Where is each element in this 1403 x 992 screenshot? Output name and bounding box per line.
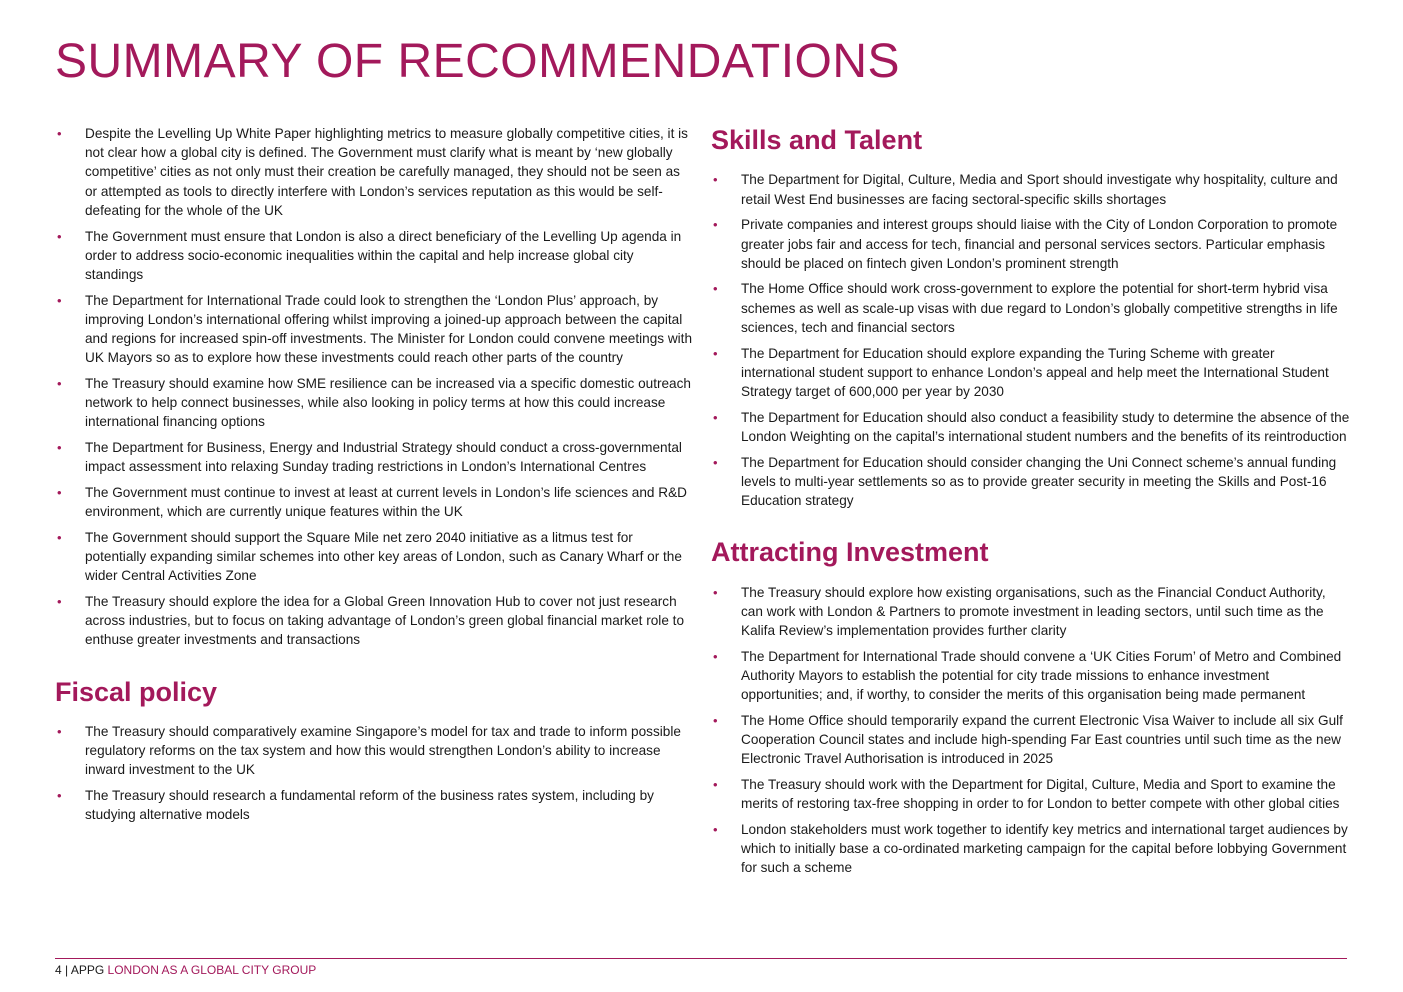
list-item [711,820,1351,878]
bullet-icon: • [713,281,718,297]
list-item-text: The Treasury should explore how existing organisations, such as the Financial Conduct Authority, can work with London & Partners to promote investment in leading sectors, until such time as the Kalifa Review’s implementation provides further clarity [741,584,1326,638]
bullet-icon: • [713,345,718,361]
fiscal-policy-list [55,722,695,825]
bullet-icon: • [713,217,718,233]
bullet-icon: • [713,821,718,837]
right-column [711,124,1351,884]
list-item-text: The Government must continue to invest at least at current levels in London’s life sciences and R&D environment, which are currently unique features within the UK [85,484,687,520]
list-item [55,528,695,586]
intro-recommendations-list [55,124,695,650]
list-item-text: The Department for Digital, Culture, Media and Sport should investigate why hospitality, culture and retail West End businesses are facing sectoral-specific skills shortages [741,172,1338,207]
list-item-text: The Treasury should explore the idea for a Global Green Innovation Hub to cover not just research across industries, but to focus on taking advantage of London’s green global financial market role to enthuse greater investments and transactions [85,593,685,648]
bullet-icon: • [713,648,718,664]
list-item [55,227,695,285]
list-item-text: London stakeholders must work together to identify key metrics and international target audiences by which to initially base a co-ordinated marketing campaign for the capital before lobbying Government for such a scheme [741,821,1348,876]
list-item-text: The Department for Education should also conduct a feasibility study to determine the absence of the London Weighting on the capital’s international student numbers and the benefits of its reintroduction [741,409,1350,444]
list-item-text: The Treasury should research a fundamental reform of the business rates system, including by studying alternative models [85,788,654,823]
footer-divider [55,958,1347,959]
list-item-text: The Home Office should work cross-government to explore the potential for short-term hybrid visa schemes as well as scale-up visas with due regard to London’s globally competitive strengths in life sciences, tech and financial sectors [741,281,1338,335]
list-item-text: Private companies and interest groups should liaise with the City of London Corporation to promote greater jobs fair and access for tech, financial and personal services sectors. Particular emphasis should be placed on fintech given London’s prominent strength [741,217,1338,271]
bullet-icon: • [713,409,718,425]
bullet-icon: • [713,776,718,792]
list-item-text: The Treasury should examine how SME resilience can be increased via a specific domestic outreach network to help connect businesses, while also looking in policy terms at how this could increase international financing options [85,375,691,430]
list-item [711,711,1351,769]
footer-org: APPG [70,963,105,977]
list-item-text: Despite the Levelling Up White Paper highlighting metrics to measure globally competitive cities, it is not clear how a global city is defined. The Government must clarify what is meant by ‘new globally competitive’ cities as not only must their creation be carefully managed, they should not be seen as or attempted as tools to directly interfere with London’s services reputation as this would be self-defeating for the whole of the UK [85,126,688,218]
bullet-icon: • [57,126,62,141]
list-item [55,291,695,368]
list-item [711,344,1351,402]
bullet-icon: • [713,454,718,470]
skills-talent-heading: Skills and Talent [711,125,923,155]
list-item [711,775,1351,813]
bullet-icon: • [57,440,62,456]
bullet-icon: • [57,723,62,739]
list-item [55,124,695,220]
list-item-text: The Department for International Trade should convene a ‘UK Cities Forum’ of Metro and Combined Authority Mayors to establish the potential for city trade missions to enhance investment opportunities; and, if worthy, to consider the merits of this organisation being made permanent [741,648,1342,703]
list-item [55,438,695,476]
bullet-icon: • [57,228,62,244]
footer-separator: | [65,963,69,977]
list-item-text: The Treasury should work with the Department for Digital, Culture, Media and Sport to examine the merits of restoring tax-free shopping in order to for London to better compete with other global cities [741,776,1340,812]
list-item-text: The Department for Business, Energy and Industrial Strategy should conduct a cross-governmental impact assessment into relaxing Sunday trading restrictions in London’s International Centres [85,440,682,475]
bullet-icon: • [57,375,62,391]
list-item [55,592,695,650]
page-footer [55,963,316,977]
bullet-icon: • [57,292,62,308]
bullet-icon: • [57,593,62,609]
list-item [55,786,695,824]
list-item-text: The Government must ensure that London is also a direct beneficiary of the Levelling Up agenda in order to address socio-economic inequalities within the capital and help increase global city standings [85,228,682,282]
bullet-icon: • [57,484,62,500]
bullet-icon: • [713,584,718,600]
footer-group-name: LONDON AS A GLOBAL CITY GROUP [107,963,317,977]
list-item [711,583,1351,641]
list-item-text: The Department for Education should consider changing the Uni Connect scheme’s annual funding levels to multi-year settlements so as to provide greater security in meeting the Skills and Post-16 Education strategy [741,454,1337,508]
list-item [55,722,695,780]
bullet-icon: • [57,529,62,545]
list-item [711,647,1351,705]
skills-talent-list [711,170,1351,510]
list-item [55,483,695,521]
bullet-icon: • [713,712,718,728]
attracting-investment-heading: Attracting Investment [711,537,989,568]
list-item [711,170,1351,208]
list-item-text: The Department for Education should explore expanding the Turing Scheme with greater international student support to enhance London’s appeal and help meet the International Student Strategy target of 600,000 per year by 2030 [741,345,1329,399]
list-item [711,453,1351,511]
list-item-text: The Government should support the Square Mile net zero 2040 initiative as a litmus test for potentially expanding similar schemes into other key areas of London, such as Canary Wharf or the wider Central Activities Zone [85,529,682,584]
bullet-icon: • [713,172,718,188]
list-item-text: The Treasury should comparatively examine Singapore’s model for tax and trade to inform possible regulatory reforms on the tax system and how this would strengthen London’s ability to increase inward investment to the UK [85,723,681,778]
left-column [55,124,695,831]
page-number: 4 [55,963,62,977]
list-item [711,279,1351,337]
list-item [711,215,1351,273]
page-title: SUMMARY OF RECOMMENDATIONS [55,35,901,88]
list-item-text: The Home Office should temporarily expand the current Electronic Visa Waiver to include all six Gulf Cooperation Council states and include high-spending Far East countries until such time as the new Electronic Travel Authorisation is introduced in 2025 [741,712,1343,767]
list-item [55,374,695,432]
bullet-icon: • [57,788,62,804]
fiscal-policy-heading: Fiscal policy [55,676,218,707]
list-item [711,408,1351,446]
list-item-text: The Department for International Trade could look to strengthen the ‘London Plus’ approach, by improving London’s international offering whilst improving a joined-up approach between the capital and regions for increased spin-off investments. The Minister for London could convene meetings with UK Mayors so as to explore how these investments could reach other parts of the country [85,292,693,366]
attracting-investment-list [711,583,1351,878]
